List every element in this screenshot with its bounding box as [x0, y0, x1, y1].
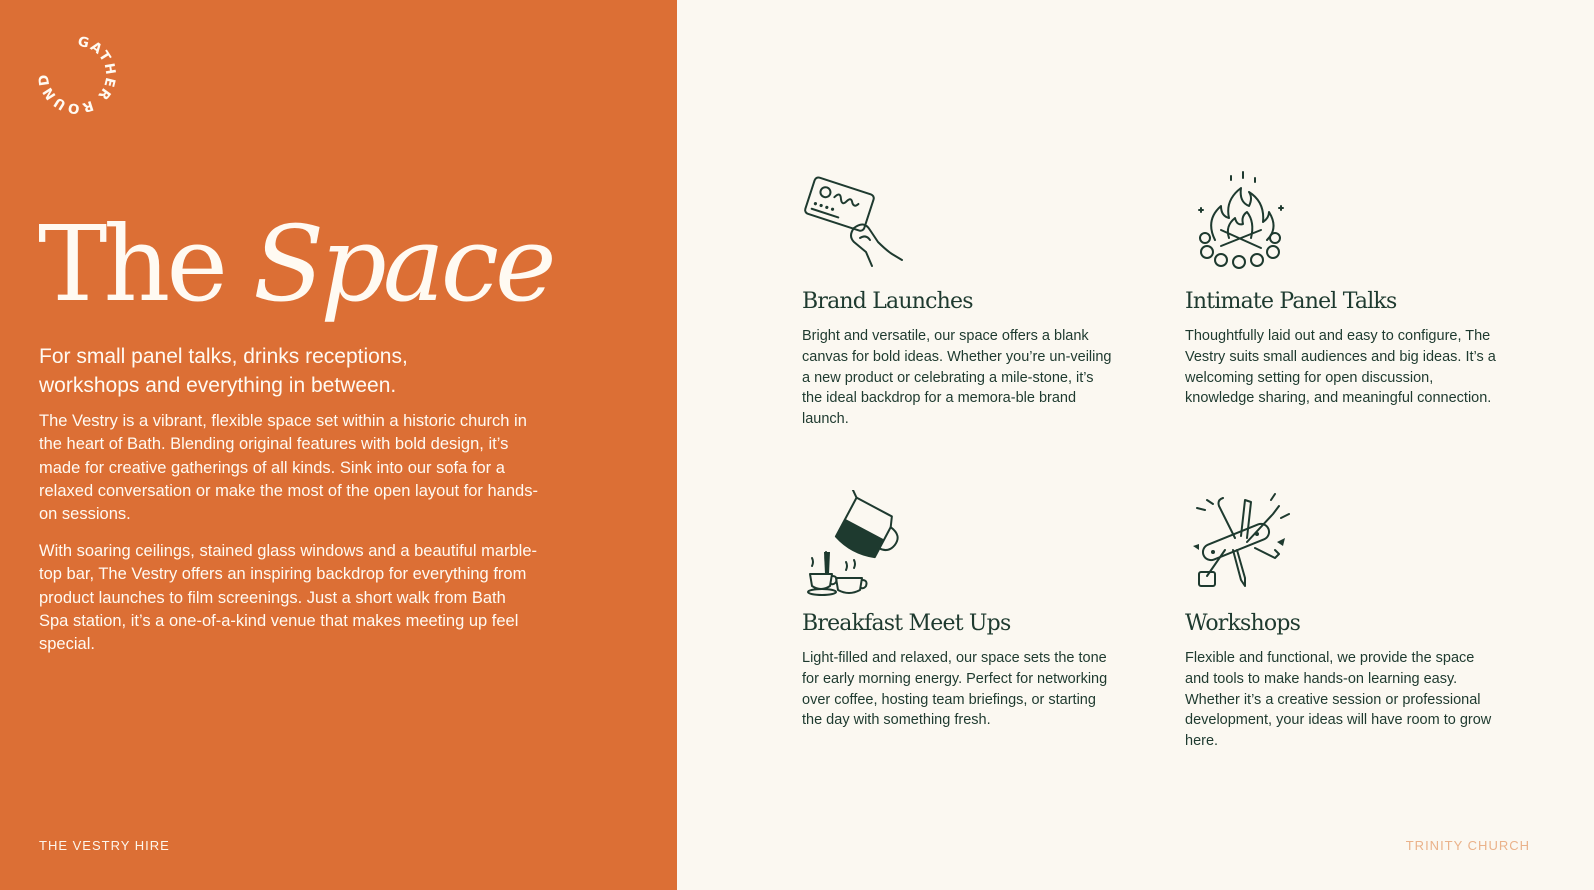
- feature-text: Light-filled and relaxed, our space sets the tone for early morning energy. Perfect for networking over coffee, hosting team briefings, or starting the day with something fresh.: [802, 650, 1108, 729]
- title-italic: Space: [252, 203, 553, 325]
- orange-panel: [0, 0, 677, 890]
- gather-round-logo: [36, 34, 118, 116]
- tools-icon: [1185, 490, 1295, 600]
- details-paragraph: With soaring ceilings, stained glass windows and a beautiful marble-top bar, The Vestry offers an inspiring backdrop for everything from product launches to film screenings. Just a short walk from Bath Spa station, it’s a one-of-a-kind venue that makes meeting up feel special.: [39, 542, 538, 654]
- campfire-icon: [1185, 168, 1295, 278]
- feature-breakfast-meet-ups: [802, 490, 1122, 731]
- invitation-card-icon: [802, 168, 912, 278]
- footer-right-label: TRINITY CHURCH: [1405, 838, 1530, 853]
- page-subtitle: For small panel talks, drinks receptions, workshops and everything in between.: [39, 345, 408, 397]
- feature-text: Flexible and functional, we provide the space and tools to make hands-on learning easy. Whether it’s a creative session or professional development, your ideas will have room to grow here.: [1185, 650, 1492, 750]
- svg-text:GATHER ROUND: GATHER ROUND: [36, 34, 118, 116]
- intro-paragraph: The Vestry is a vibrant, flexible space set within a historic church in the heart of Bath. Blending original features with bold design, it’s made for creative gatherings of all kinds. Sink into our sofa for a relaxed conversation or make the most of the open layout for hands-on sessions.: [39, 412, 538, 524]
- page-title: [38, 203, 553, 325]
- footer-left-label: THE VESTRY HIRE: [39, 838, 170, 853]
- feature-intimate-panel-talks: [1185, 168, 1505, 409]
- feature-text: Bright and versatile, our space offers a blank canvas for bold ideas. Whether you’re un-veiling a new product or celebrating a mile-stone, it’s the ideal backdrop for a memora-ble brand launch.: [802, 328, 1112, 428]
- coffee-pot-icon: [802, 490, 912, 600]
- feature-title: Intimate Panel Talks: [1185, 289, 1397, 314]
- feature-title: Brand Launches: [802, 289, 973, 314]
- feature-title: Workshops: [1185, 611, 1301, 636]
- title-plain: The: [38, 203, 224, 325]
- feature-brand-launches: [802, 168, 1122, 430]
- feature-text: Thoughtfully laid out and easy to configure, The Vestry suits small audiences and big ideas. It’s a welcoming setting for open discussion, knowledge sharing, and meaningful connection.: [1185, 328, 1496, 407]
- feature-title: Breakfast Meet Ups: [802, 611, 1011, 636]
- feature-workshops: [1185, 490, 1505, 752]
